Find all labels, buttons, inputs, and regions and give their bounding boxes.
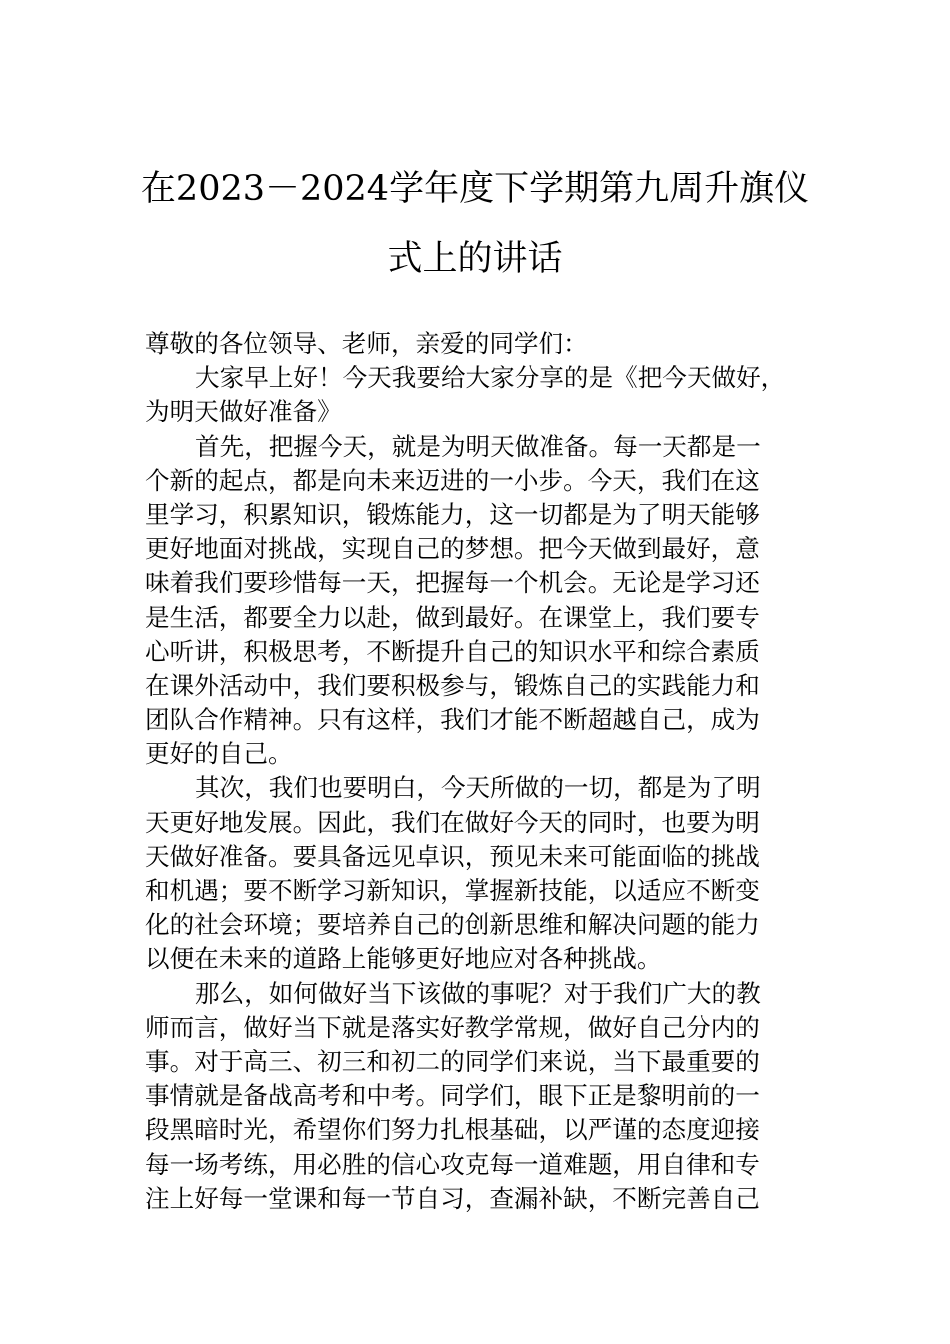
paragraph-line: 化的社会环境；要培养自己的创新思维和解决问题的能力: [145, 910, 760, 940]
paragraph-line: 天更好地发展。因此，我们在做好今天的同时，也要为明: [145, 807, 760, 837]
paragraph-line: 以便在未来的道路上能够更好地应对各种挑战。: [145, 944, 662, 974]
paragraph-line: 更好地面对挑战，实现自己的梦想。把今天做到最好，意: [145, 534, 760, 564]
paragraph-line: 大家早上好！今天我要给大家分享的是《把今天做好，: [195, 363, 786, 393]
speech-body: [145, 327, 845, 1216]
salutation-line: 尊敬的各位领导、老师，亲爱的同学们：: [145, 329, 588, 358]
paragraph-line: 事。对于高三、初三和初二的同学们来说，当下最重要的: [145, 1046, 760, 1076]
paragraph-line: 团队合作精神。只有这样，我们才能不断超越自己，成为: [145, 705, 760, 735]
title-years: 2023－2024: [175, 169, 390, 209]
paragraph-line: 在课外活动中，我们要积极参与，锻炼自己的实践能力和: [145, 670, 760, 700]
title-line-1: [0, 167, 950, 211]
paragraph-line: 首先，把握今天，就是为明天做准备。每一天都是一: [195, 431, 761, 461]
paragraph-line: 是生活，都要全力以赴，做到最好。在课堂上，我们要专: [145, 602, 760, 632]
paragraph-line: 和机遇；要不断学习新知识，掌握新技能，以适应不断变: [145, 876, 760, 905]
paragraph-line: 段黑暗时光，希望你们努力扎根基础，以严谨的态度迎接: [145, 1115, 760, 1145]
paragraph-line: 更好的自己。: [145, 739, 293, 769]
paragraph-line: 个新的起点，都是向未来迈进的一小步。今天，我们在这: [145, 465, 760, 495]
paragraph-line: 天做好准备。要具备远见卓识，预见未来可能面临的挑战: [145, 841, 760, 871]
title-suffix: 学年度下学期第九周升旗仪: [389, 169, 810, 209]
title-prefix: 在: [140, 169, 176, 209]
paragraph-line: 那么，如何做好当下该做的事呢？对于我们广大的教: [195, 978, 761, 1008]
paragraph-line: 每一场考练，用必胜的信心攻克每一道难题，用自律和专: [145, 1149, 760, 1179]
paragraph-line: 其次，我们也要明白，今天所做的一切，都是为了明: [195, 773, 761, 803]
paragraph-line: 味着我们要珍惜每一天，把握每一个机会。无论是学习还: [145, 568, 760, 598]
paragraph-line: 事情就是备战高考和中考。同学们，眼下正是黎明前的一: [145, 1081, 760, 1111]
paragraph-line: 里学习，积累知识，锻炼能力，这一切都是为了明天能够: [145, 499, 760, 529]
paragraph-line: 注上好每一堂课和每一节自习，查漏补缺，不断完善自己: [145, 1183, 760, 1213]
paragraph-line: 师而言，做好当下就是落实好教学常规，做好自己分内的: [145, 1012, 760, 1042]
title-line-2: 式上的讲话: [387, 239, 563, 279]
paragraph-line: 心听讲，积极思考，不断提升自己的知识水平和综合素质: [145, 636, 760, 666]
paragraph-line: 为明天做好准备》: [145, 397, 342, 427]
